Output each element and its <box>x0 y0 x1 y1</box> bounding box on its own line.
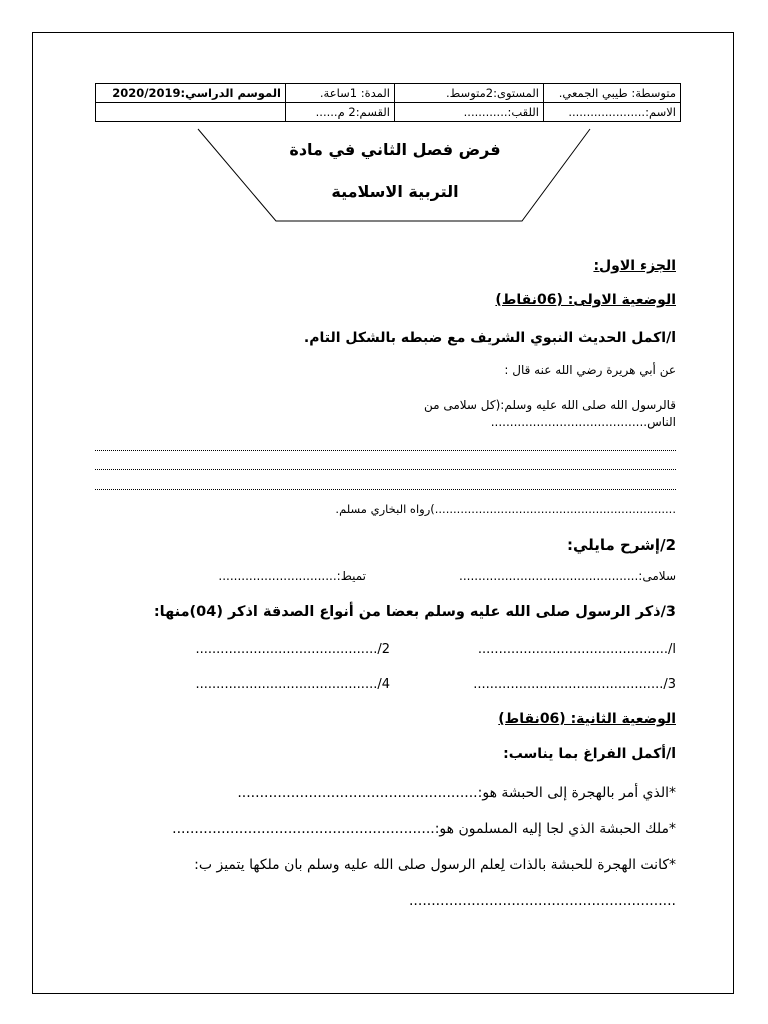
hadith-narrator: عن أبي هريرة رضي الله عنه قال : <box>504 363 676 377</box>
charity-item-1: l/.............................................. <box>477 642 676 657</box>
charity-item-3: 3/.............................................. <box>473 677 676 692</box>
situation2-title: الوضعية الثانية: (06نقاط) <box>498 711 676 727</box>
charity-item-2: 2/............................................ <box>195 642 390 657</box>
answer-line <box>95 489 676 490</box>
fill-line-2: *ملك الحبشة الذي لجا إليه المسلمون هو:........................................................... <box>172 821 676 837</box>
situation2-question1: l/أكمل الفراغ بما يناسب: <box>503 746 676 762</box>
exam-title-line2: التربية الاسلامية <box>331 182 459 201</box>
part1-title: الجزء الاول: <box>593 258 676 274</box>
hadith-line2: الناس......................................... <box>490 415 676 429</box>
name-cell: الاسم:..................... <box>544 103 681 122</box>
fill-line-3: *كانت الهجرة للحبشة بالذات لِعلم الرسول صلى الله عليه وسلم بان ملكها يتميز ب: <box>194 857 676 873</box>
explain-item-salama: سلامى:............................................... <box>459 569 676 583</box>
fill-line-4: ............................................................ <box>408 893 676 909</box>
fill-line-1: *الذي أمر بالهجرة إلى الحبشة هو:...................................................... <box>237 785 676 801</box>
situation1-question3: 3/ذكر الرسول صلى الله عليه وسلم بعضا من أنواع الصدقة اذكر (04)منها: <box>153 604 676 620</box>
charity-item-4: 4/............................................ <box>195 677 390 692</box>
situation1-title: الوضعية الاولى: (06نقاط) <box>495 292 676 308</box>
section-cell: القسم:2 م...... <box>286 103 395 122</box>
hadith-line1: قالرسول الله صلى الله عليه وسلم:(كل سلامى من <box>423 398 676 412</box>
surname-cell: اللقب:............ <box>395 103 544 122</box>
school-cell: متوسطة: طيبي الجمعي. <box>544 84 681 103</box>
exam-title-line1: فرض فصل الثاني في مادة <box>289 140 501 159</box>
duration-cell: المدة: 1ساعة. <box>286 84 395 103</box>
level-cell: المستوى:2متوسط. <box>395 84 544 103</box>
situation1-question1: l/اكمل الحديث النبوي الشريف مع ضبطه بالشكل التام. <box>303 330 676 346</box>
title-trapezoid <box>0 0 768 260</box>
hadith-closing: ..................................................................)رواه البخاري مسلم. <box>335 502 676 516</box>
year-cell: الموسم الدراسي:2020/2019 <box>96 84 286 103</box>
explain-item-tumit: تميط:............................... <box>218 569 366 583</box>
answer-line <box>95 469 676 470</box>
situation1-question2: 2/إشرح مايلي: <box>566 536 676 554</box>
answer-line <box>95 450 676 451</box>
